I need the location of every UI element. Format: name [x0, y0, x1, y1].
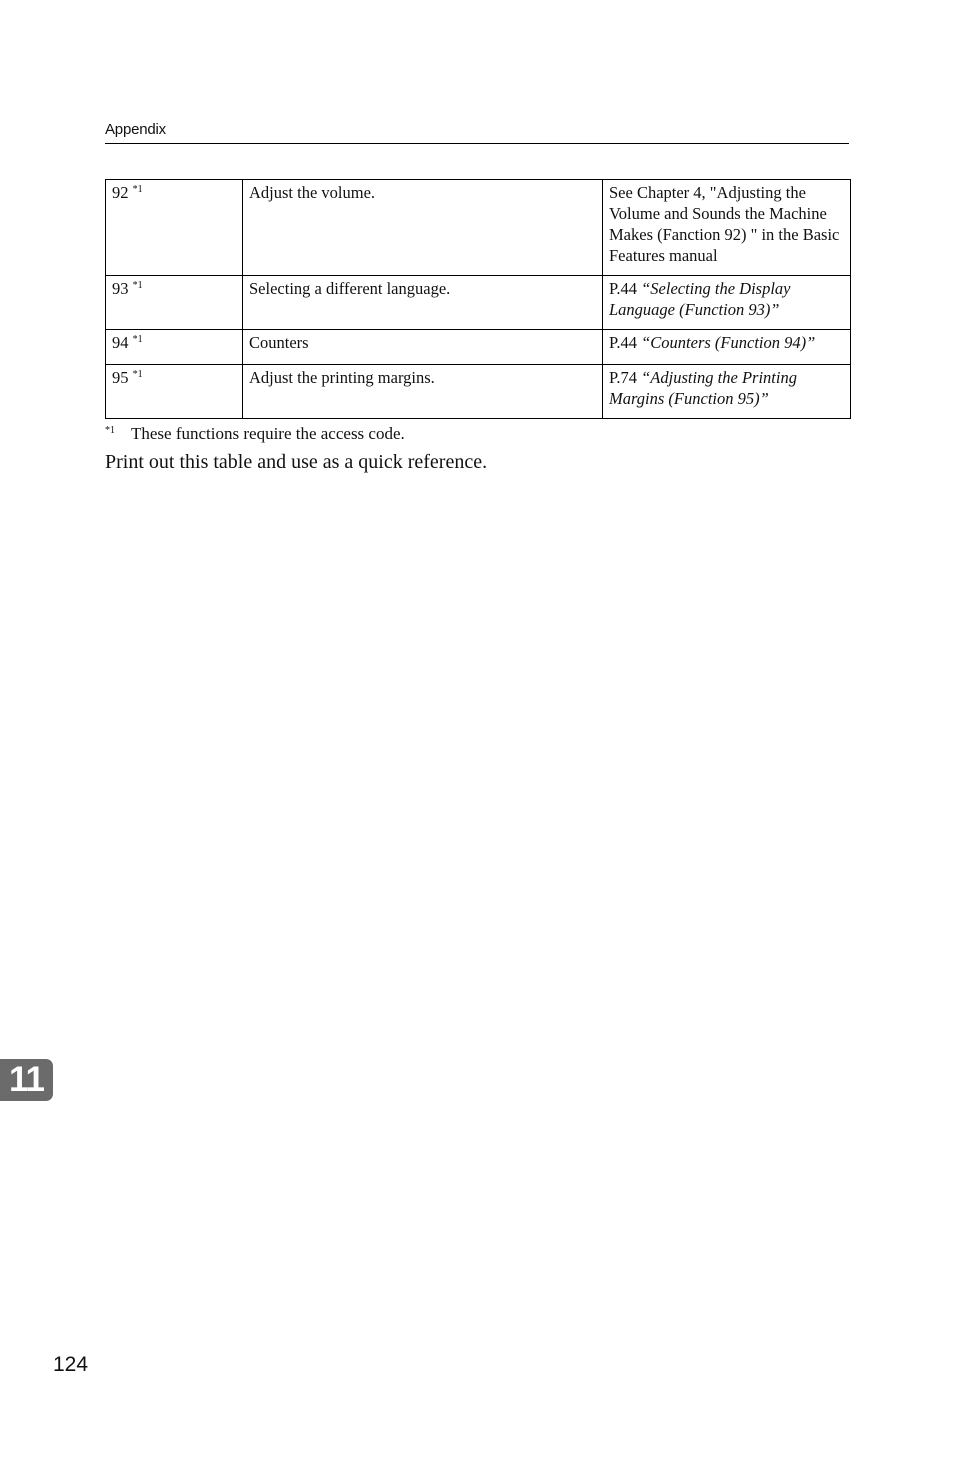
function-number: 94 — [112, 333, 129, 352]
function-description: Selecting a different language. — [249, 279, 451, 298]
description-cell — [243, 276, 603, 330]
reference-cell — [603, 276, 851, 330]
description-cell — [243, 180, 603, 276]
reference-cell — [603, 180, 851, 276]
function-description: Adjust the printing margins. — [249, 368, 435, 387]
reference-page: P.74 — [609, 368, 637, 387]
footnote-marker: *1 — [132, 184, 143, 195]
description-cell — [243, 365, 603, 419]
footnote-marker: *1 — [132, 334, 143, 345]
function-number-cell — [106, 365, 243, 419]
page-number: 124 — [53, 1353, 89, 1376]
reference-cell — [603, 365, 851, 419]
reference-link[interactable]: “Adjusting the Printing Margins (Function 95)” — [609, 368, 797, 408]
function-number: 95 — [112, 368, 129, 387]
table-row — [106, 276, 851, 330]
table-row — [106, 330, 851, 365]
function-reference-table — [105, 179, 851, 419]
reference-cell — [603, 330, 851, 365]
reference-page: P.44 — [609, 333, 637, 352]
footnote — [105, 423, 405, 445]
table-row — [106, 180, 851, 276]
footnote-text: These functions require the access code. — [131, 424, 405, 443]
function-description: Counters — [249, 333, 309, 352]
footnote-marker: *1 — [132, 369, 143, 380]
function-number: 93 — [112, 279, 129, 298]
function-number-cell — [106, 180, 243, 276]
function-number-cell — [106, 330, 243, 365]
function-description: Adjust the volume. — [249, 183, 376, 202]
footnote-marker: *1 — [132, 280, 143, 291]
description-cell — [243, 330, 603, 365]
reference-link[interactable]: “Selecting the Display Language (Function 93)” — [609, 279, 791, 319]
reference-page: P.44 — [609, 279, 637, 298]
body-paragraph: Print out this table and use as a quick reference. — [105, 451, 488, 473]
reference-link[interactable]: “Counters (Function 94)” — [641, 333, 816, 352]
footnote-marker: *1 — [105, 425, 115, 436]
reference-text: See Chapter 4, "Adjusting the Volume and Sounds the Machine Makes (Fanction 92) " in the Basic Features manual — [609, 183, 840, 265]
running-header — [105, 119, 849, 144]
running-header-title: Appendix — [105, 121, 166, 138]
function-number: 92 — [112, 183, 129, 202]
table-row — [106, 365, 851, 419]
chapter-tab: 11 — [0, 1059, 53, 1101]
function-number-cell — [106, 276, 243, 330]
